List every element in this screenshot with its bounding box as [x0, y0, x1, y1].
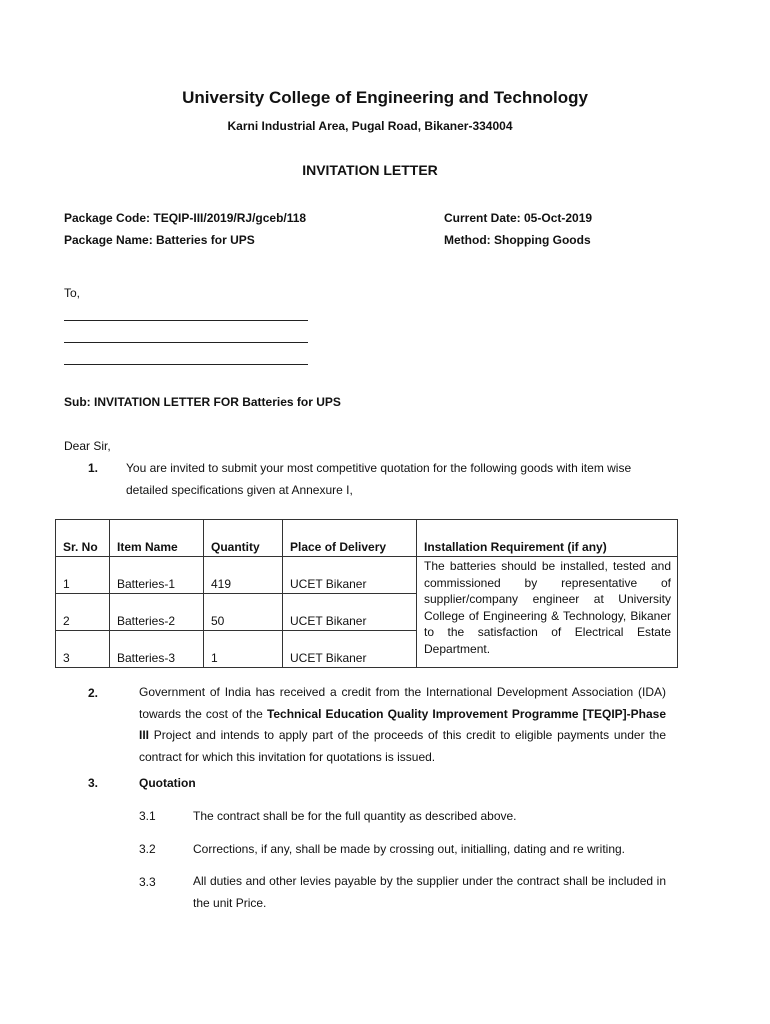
document-heading: INVITATION LETTER [302, 162, 438, 178]
current-date: Current Date: 05-Oct-2019 [444, 211, 593, 225]
header-quantity: Quantity [204, 520, 283, 557]
address-blank-line-2 [64, 342, 308, 343]
clause-3-1-number: 3.1 [139, 809, 156, 823]
cell-place: UCET Bikaner [283, 557, 417, 594]
programme-name: Technical Education Quality Improvement Programme [TEQIP]-Phase III [139, 706, 667, 742]
header-item-name: Item Name [110, 520, 204, 557]
cell-installation-requirement: The batteries should be installed, tested and commissioned by representative of supplier/company engineer at University College of Engineering & Technology, Bikaner to the satisfaction of Electrical Estate Department. [417, 557, 678, 668]
quotation-heading: Quotation [139, 776, 196, 790]
goods-table [55, 519, 678, 668]
college-name: University College of Engineering and Technology [182, 88, 588, 107]
cell-item-name: Batteries-3 [110, 631, 204, 668]
cell-sr-no: 3 [56, 631, 110, 668]
cell-quantity: 419 [204, 557, 283, 594]
item-1-line-2: detailed specifications given at Annexure I, [126, 483, 353, 497]
clause-3-2-text: Corrections, if any, shall be made by crossing out, initialling, dating and re writing. [193, 842, 625, 856]
item-2-text-part-1: Government of India has received a credit from the International Development Association (IDA) towards the cost of the [139, 685, 666, 721]
item-1-number: 1. [88, 461, 99, 475]
header-sr-no: Sr. No [56, 520, 110, 557]
to-label: To, [64, 286, 81, 300]
table-row [56, 557, 678, 594]
item-1-line-1: You are invited to submit your most competitive quotation for the following goods with item wise [126, 461, 632, 475]
package-code: Package Code: TEQIP-III/2019/RJ/gceb/118 [64, 211, 307, 225]
procurement-method: Method: Shopping Goods [444, 233, 591, 247]
clause-3-3-text: All duties and other levies payable by the supplier under the contract shall be included in the unit Price. [193, 874, 666, 910]
header-installation: Installation Requirement (if any) [417, 520, 678, 557]
cell-item-name: Batteries-2 [110, 594, 204, 631]
table-header-row [56, 520, 678, 557]
item-2-text-part-2: Project and intends to apply part of the proceeds of this credit to eligible payments under the contract for which this invitation for quotations is issued. [139, 728, 666, 764]
cell-sr-no: 2 [56, 594, 110, 631]
college-address: Karni Industrial Area, Pugal Road, Bikaner-334004 [227, 119, 513, 133]
cell-quantity: 50 [204, 594, 283, 631]
salutation: Dear Sir, [64, 439, 111, 453]
clause-3-2-number: 3.2 [139, 842, 156, 856]
clause-3-1-text: The contract shall be for the full quantity as described above. [193, 809, 517, 823]
subject-line: Sub: INVITATION LETTER FOR Batteries for UPS [64, 395, 341, 409]
header-place-of-delivery: Place of Delivery [283, 520, 417, 557]
cell-quantity: 1 [204, 631, 283, 668]
cell-sr-no: 1 [56, 557, 110, 594]
cell-place: UCET Bikaner [283, 631, 417, 668]
item-2-paragraph [139, 682, 666, 768]
item-3-number: 3. [88, 776, 99, 790]
cell-item-name: Batteries-1 [110, 557, 204, 594]
item-2-number: 2. [88, 686, 99, 700]
package-name: Package Name: Batteries for UPS [64, 233, 255, 247]
clause-3-3-number: 3.3 [139, 875, 156, 889]
cell-place: UCET Bikaner [283, 594, 417, 631]
address-blank-line-3 [64, 364, 308, 365]
address-blank-line-1 [64, 320, 308, 321]
